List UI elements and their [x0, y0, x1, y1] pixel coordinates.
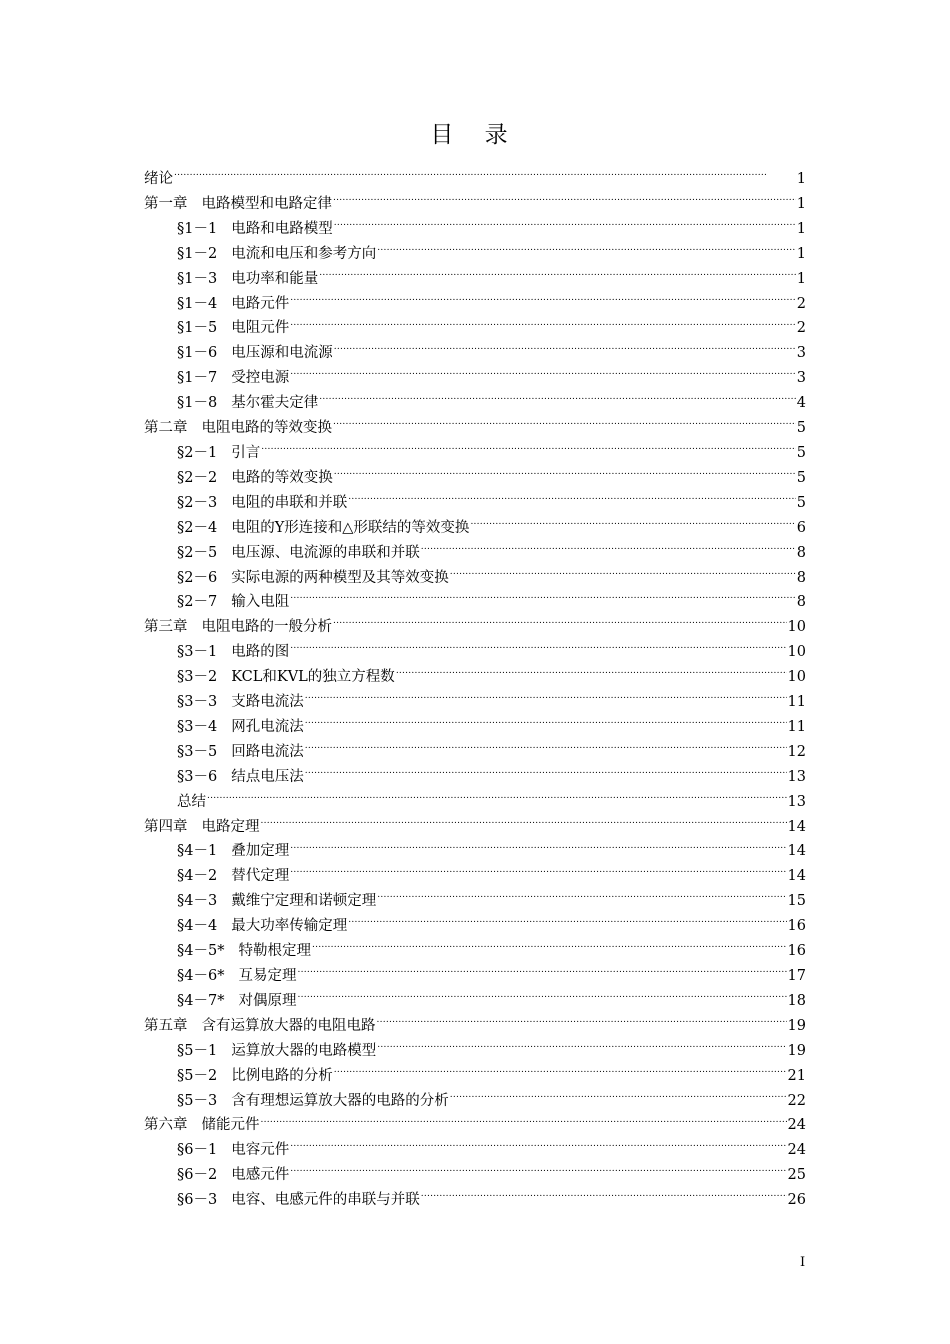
toc-entry-title: 运算放大器的电路模型 [231, 1042, 377, 1059]
table-of-contents [144, 167, 806, 1213]
toc-entry-title: 对偶原理 [238, 992, 297, 1009]
dot-leader [305, 766, 787, 781]
toc-entry[interactable] [144, 267, 806, 292]
toc-page-number: 10 [787, 669, 806, 686]
toc-entry[interactable] [144, 889, 806, 914]
toc-section-number: §5－1 [177, 1042, 218, 1059]
toc-entry[interactable] [144, 640, 806, 665]
dot-leader [377, 243, 796, 258]
toc-section-number: 第三章 [144, 619, 188, 636]
toc-entry-title: 电感元件 [231, 1167, 290, 1184]
toc-entry[interactable] [144, 192, 806, 217]
toc-entry[interactable] [144, 815, 806, 840]
toc-page-number: 15 [787, 893, 806, 910]
toc-page-number: 8 [796, 569, 806, 586]
dot-leader [261, 1115, 787, 1130]
dot-leader [377, 1040, 786, 1055]
toc-page-number: 14 [787, 843, 806, 860]
toc-entry-title: 含有理想运算放大器的电路的分析 [231, 1092, 449, 1109]
toc-section-number: §3－4 [177, 718, 218, 735]
toc-entry-title: 替代定理 [231, 868, 290, 885]
dot-leader [297, 990, 786, 1005]
toc-page-number: 18 [787, 992, 806, 1009]
toc-entry[interactable] [144, 167, 806, 192]
page-title: 目 录 [430, 122, 520, 148]
toc-page-number: 11 [787, 694, 806, 711]
dot-leader [334, 218, 796, 233]
toc-page-number: 2 [796, 295, 806, 312]
toc-entry-title: 电路定理 [201, 818, 260, 835]
toc-entry-title: 电容、电感元件的串联与并联 [231, 1192, 420, 1209]
toc-section-number: §3－1 [177, 644, 218, 661]
toc-section-number: §4－2 [177, 868, 218, 885]
toc-page-number: 14 [787, 818, 806, 835]
toc-page-number: 1 [796, 195, 806, 212]
dot-leader [174, 169, 796, 184]
toc-entry-title: 含有运算放大器的电阻电路 [201, 1017, 376, 1034]
toc-entry[interactable] [144, 1089, 806, 1114]
toc-section-number: §2－7 [177, 594, 218, 611]
toc-entry-title: 输入电阻 [231, 594, 290, 611]
toc-section-number: §6－3 [177, 1192, 218, 1209]
toc-section-number: §5－3 [177, 1092, 218, 1109]
dot-leader [421, 1190, 787, 1205]
toc-entry-title: 基尔霍夫定律 [231, 395, 319, 412]
dot-leader [334, 467, 796, 482]
dot-leader [377, 891, 786, 906]
toc-section-number: §4－5* [177, 943, 225, 960]
toc-entry[interactable] [144, 416, 806, 441]
toc-entry-title: 实际电源的两种模型及其等效变换 [231, 569, 449, 586]
toc-entry[interactable] [144, 665, 806, 690]
toc-entry-title: 结点电压法 [231, 768, 304, 785]
toc-entry[interactable] [144, 1064, 806, 1089]
toc-entry[interactable] [144, 516, 806, 541]
toc-entry-title: 绪论 [144, 171, 173, 187]
dot-leader [334, 343, 796, 358]
toc-entry-title: 电路元件 [231, 295, 290, 312]
toc-entry[interactable] [144, 341, 806, 366]
dot-leader [333, 418, 796, 433]
toc-entry-title: 电阻元件 [231, 320, 290, 337]
toc-section-number: §4－7* [177, 992, 225, 1009]
dot-leader [348, 492, 796, 507]
toc-page-number: 21 [787, 1067, 806, 1084]
toc-section-number: §2－6 [177, 569, 218, 586]
dot-leader [290, 642, 786, 657]
dot-leader [396, 667, 787, 682]
dot-leader [421, 542, 796, 557]
toc-entry[interactable] [144, 914, 806, 939]
toc-page-number: 5 [796, 444, 806, 461]
toc-page-number: 16 [787, 943, 806, 960]
toc-section-number: §3－3 [177, 694, 218, 711]
toc-entry[interactable] [144, 1113, 806, 1138]
toc-entry[interactable] [144, 690, 806, 715]
page-number: I [800, 1255, 806, 1270]
toc-section-number: §6－1 [177, 1142, 218, 1159]
toc-section-number: §2－2 [177, 469, 218, 486]
dot-leader [450, 567, 796, 582]
toc-section-number: §5－2 [177, 1067, 218, 1084]
toc-page-number: 2 [796, 320, 806, 337]
toc-page-number: 1 [796, 270, 806, 287]
toc-entry-title: 比例电路的分析 [231, 1067, 333, 1084]
toc-page-number: 19 [787, 1042, 806, 1059]
dot-leader [305, 741, 787, 756]
dot-leader [290, 1140, 786, 1155]
toc-page-number: 24 [787, 1142, 806, 1159]
toc-entry[interactable] [144, 939, 806, 964]
toc-section-number: 第二章 [144, 420, 188, 437]
toc-section-number: §1－2 [177, 245, 218, 262]
dot-leader [305, 716, 787, 731]
toc-entry-title: 戴维宁定理和诺顿定理 [231, 893, 377, 910]
toc-section-number: §2－4 [177, 519, 218, 536]
toc-page-number: 5 [796, 420, 806, 437]
toc-entry[interactable] [144, 615, 806, 640]
toc-entry-title: 电路模型和电路定律 [201, 195, 332, 212]
toc-section-number: §2－3 [177, 494, 218, 511]
toc-page-number: 16 [787, 918, 806, 935]
toc-entry-title: 互易定理 [238, 968, 297, 984]
toc-page-number: 1 [796, 220, 806, 237]
dot-leader [319, 393, 796, 408]
dot-leader [290, 841, 786, 856]
toc-page-number: 26 [787, 1192, 806, 1209]
toc-entry-title: 叠加定理 [231, 843, 290, 860]
toc-entry-title: 网孔电流法 [231, 718, 304, 735]
toc-entry[interactable] [144, 242, 806, 267]
toc-section-number: §3－6 [177, 768, 218, 785]
toc-section-number: §1－1 [177, 220, 218, 237]
toc-section-number: §1－3 [177, 270, 218, 287]
toc-page-number: 24 [787, 1117, 806, 1134]
toc-entry[interactable] [144, 839, 806, 864]
toc-entry[interactable] [144, 864, 806, 889]
toc-entry[interactable] [144, 1138, 806, 1163]
toc-section-number: §1－7 [177, 370, 218, 387]
toc-entry-title: 电路和电路模型 [231, 220, 333, 237]
dot-leader [312, 941, 787, 956]
toc-page-number: 4 [796, 395, 806, 412]
toc-section-number: §4－1 [177, 843, 218, 860]
dot-leader [333, 617, 787, 632]
toc-entry-title: 总结 [177, 793, 206, 810]
toc-page-number: 13 [787, 793, 806, 810]
toc-entry-title: 储能元件 [201, 1117, 260, 1134]
toc-section-number: §4－3 [177, 893, 218, 910]
toc-page-number: 25 [787, 1167, 806, 1184]
toc-section-number: §1－4 [177, 295, 218, 312]
toc-entry-title: 特勒根定理 [238, 943, 311, 960]
toc-page-number: 22 [787, 1092, 806, 1109]
dot-leader [290, 1165, 786, 1180]
toc-entry-title: 电阻电路的等效变换 [201, 420, 332, 437]
dot-leader [261, 442, 796, 457]
toc-entry[interactable] [144, 366, 806, 391]
toc-page-number: 10 [787, 619, 806, 636]
toc-section-number: §1－5 [177, 320, 218, 337]
toc-entry[interactable] [144, 292, 806, 317]
toc-section-number: 第六章 [144, 1117, 188, 1134]
toc-section-number: 第一章 [144, 195, 188, 212]
toc-section-number: 第五章 [144, 1017, 188, 1034]
toc-entry[interactable] [144, 1163, 806, 1188]
toc-entry[interactable] [144, 740, 806, 765]
toc-entry-title: 引言 [231, 444, 261, 461]
toc-section-number: 第四章 [144, 818, 188, 835]
toc-entry-title: 电压源、电流源的串联和并联 [231, 544, 420, 561]
toc-page-number: 3 [796, 345, 806, 362]
toc-entry[interactable] [144, 989, 806, 1014]
toc-page-number: 1 [796, 245, 806, 262]
dot-leader [450, 1090, 787, 1105]
toc-entry-title: 电路的图 [231, 644, 290, 661]
toc-entry-title: KCL和KVL的独立方程数 [231, 669, 395, 686]
dot-leader [377, 1015, 787, 1030]
toc-entry-title: 电阻电路的一般分析 [201, 619, 332, 636]
toc-page-number: 8 [796, 544, 806, 561]
toc-entry-title: 受控电源 [231, 370, 290, 387]
toc-page-number: 13 [787, 768, 806, 785]
toc-entry-title: 回路电流法 [231, 743, 304, 760]
toc-entry[interactable] [144, 566, 806, 591]
toc-entry[interactable] [144, 964, 806, 989]
toc-page-number: 17 [787, 968, 806, 984]
dot-leader [290, 293, 796, 308]
dot-leader [297, 966, 786, 981]
dot-leader [305, 692, 787, 707]
toc-page-number: 5 [796, 469, 806, 486]
toc-entry[interactable] [144, 466, 806, 491]
toc-page-number: 10 [787, 644, 806, 661]
toc-entry-title: 电压源和电流源 [231, 345, 333, 362]
toc-section-number: §4－4 [177, 918, 218, 935]
dot-leader [290, 318, 796, 333]
toc-entry[interactable] [144, 790, 806, 815]
toc-entry[interactable] [144, 1188, 806, 1213]
toc-page-number: 14 [787, 868, 806, 885]
toc-section-number: §2－5 [177, 544, 218, 561]
dot-leader [319, 268, 796, 283]
toc-section-number: §2－1 [177, 444, 218, 461]
toc-entry[interactable] [144, 541, 806, 566]
toc-section-number: §1－6 [177, 345, 218, 362]
toc-entry[interactable] [144, 1039, 806, 1064]
toc-entry-title: 最大功率传输定理 [231, 918, 348, 935]
toc-page-number: 11 [787, 718, 806, 735]
dot-leader [333, 193, 796, 208]
toc-page-number: 12 [787, 743, 806, 760]
toc-entry[interactable] [144, 316, 806, 341]
toc-section-number: §3－2 [177, 669, 218, 686]
toc-section-number: §4－6* [177, 968, 225, 984]
dot-leader [290, 866, 786, 881]
dot-leader [290, 368, 796, 383]
toc-page-number: 19 [787, 1017, 806, 1034]
toc-entry[interactable] [144, 491, 806, 516]
toc-entry[interactable] [144, 765, 806, 790]
toc-entry-title: 电流和电压和参考方向 [231, 245, 377, 262]
toc-entry-title: 电路的等效变换 [231, 469, 333, 486]
toc-page-number: 8 [796, 594, 806, 611]
toc-entry-title: 电阻的串联和并联 [231, 494, 348, 511]
dot-leader [290, 592, 796, 607]
toc-entry-title: 支路电流法 [231, 694, 304, 711]
toc-page-number: 5 [796, 494, 806, 511]
toc-page-number: 1 [796, 171, 806, 187]
toc-entry[interactable] [144, 217, 806, 242]
dot-leader [348, 916, 786, 931]
dot-leader [207, 791, 787, 806]
toc-entry[interactable] [144, 391, 806, 416]
dot-leader [261, 816, 787, 831]
toc-page-number: 6 [796, 519, 806, 536]
toc-entry-title: 电功率和能量 [231, 270, 319, 287]
dot-leader [470, 517, 795, 532]
toc-section-number: §6－2 [177, 1167, 218, 1184]
toc-entry[interactable] [144, 715, 806, 740]
toc-section-number: §3－5 [177, 743, 218, 760]
toc-entry-title: 电阻的Y形连接和△形联结的等效变换 [231, 519, 470, 536]
toc-section-number: §1－8 [177, 395, 218, 412]
toc-entry[interactable] [144, 441, 806, 466]
toc-page-number: 3 [796, 370, 806, 387]
toc-entry[interactable] [144, 1014, 806, 1039]
toc-entry[interactable] [144, 590, 806, 615]
dot-leader [334, 1065, 787, 1080]
toc-entry-title: 电容元件 [231, 1142, 290, 1159]
